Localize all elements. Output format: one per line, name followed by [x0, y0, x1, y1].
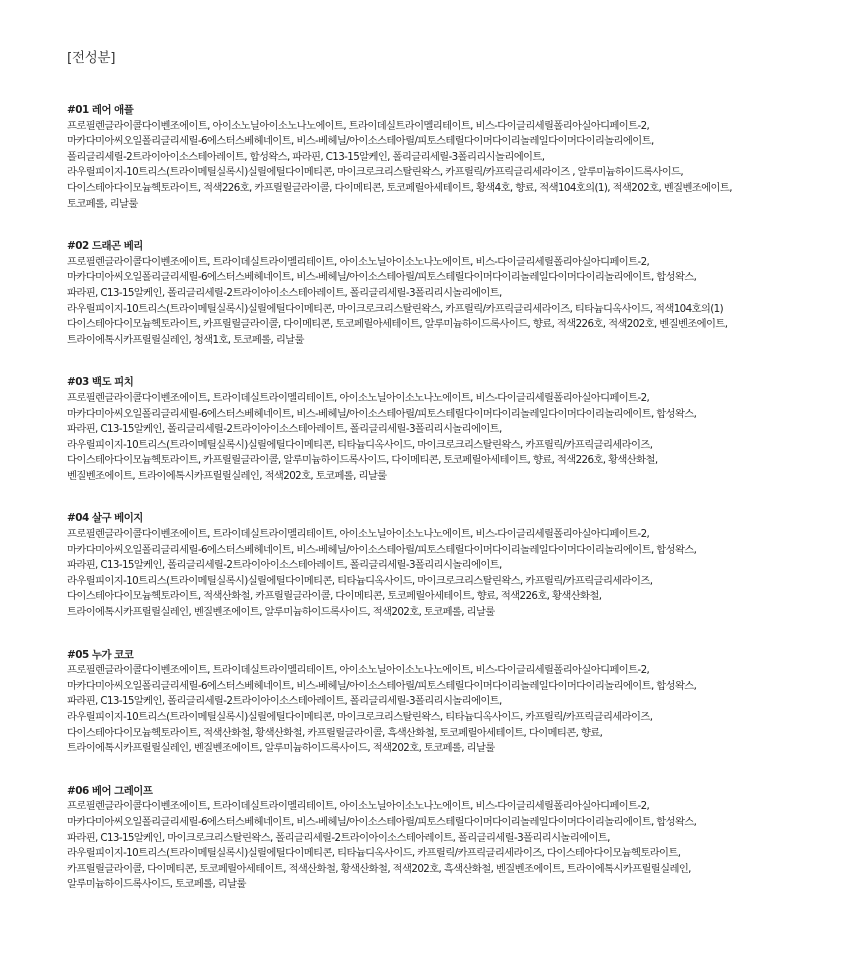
ingredient-line: 마카다미아씨오일폴리글리세릴-6에스터스베헤네이트, 비스-베헤닐/아이소스테아릴/피토스테릴다이머다이리놀레일다이머다이리놀리에이트, 합성왁스,	[67, 679, 697, 692]
ingredient-list	[67, 255, 860, 349]
ingredient-section	[67, 648, 860, 757]
ingredient-line: 라우릴피이지-10트리스(트라이메틸실록시)실릴에틸다이메티콘, 마이크로크리스탈린왁스, 카프릴릭/카프릭글리세라이즈 , 알루미늄하이드록사이드,	[67, 166, 684, 179]
ingredient-section	[67, 103, 860, 212]
ingredient-line: 트라이에톡시카프릴릴실레인, 벤질벤조에이트, 알루미늄하이드록사이드, 적색202호, 토코페롤, 리날룰	[67, 606, 495, 619]
ingredient-section	[67, 239, 860, 348]
section-title: #04 살구 베이지	[67, 512, 143, 525]
ingredient-line: 토코페롤, 리날룰	[67, 197, 138, 210]
ingredient-line: 파라핀, C13-15알케인, 폴리글리세릴-2트라이아이소스테아레이트, 폴리글리세릴-3폴리리시놀리에이트,	[67, 559, 502, 572]
ingredient-section	[67, 375, 860, 484]
ingredient-list	[67, 527, 860, 621]
ingredient-line: 프로필렌글라이콜다이벤조에이트, 트라이데실트라이멜리테이트, 아이소노닐아이소노나노에이트, 비스-다이글리세릴폴리아실아디페이트-2,	[67, 664, 650, 677]
ingredient-line: 마카다미아씨오일폴리글리세릴-6에스터스베헤네이트, 비스-베헤닐/아이소스테아릴/피토스테릴다이머다이리놀레일다이머다이리놀리에이트, 합성왁스,	[67, 815, 697, 828]
ingredient-line: 라우릴피이지-10트리스(트라이메틸실록시)실릴에틸다이메티콘, 티타늄디옥사이드, 마이크로크리스탈린왁스, 카프릴릭/카프릭글리세라이즈,	[67, 438, 653, 451]
ingredient-line: 트라이에톡시카프릴릴실레인, 청색1호, 토코페롤, 리날룰	[67, 333, 304, 346]
section-title: #03 백도 피치	[67, 376, 134, 389]
ingredient-line: 다이스테아다이모늄헥토라이트, 카프릴릴글라이콜, 다이메티콘, 토코페릴아세테이트, 알루미늄하이드록사이드, 향료, 적색226호, 적색202호, 벤질벤조에이트,	[67, 318, 728, 331]
ingredient-line: 라우릴피이지-10트리스(트라이메틸실록시)실릴에틸다이메티콘, 티타늄디옥사이드, 마이크로크리스탈린왁스, 카프릴릭/카프릭글리세라이즈,	[67, 574, 653, 587]
page-heading: [전성분]	[67, 50, 116, 66]
ingredient-line: 카프릴릴글라이콜, 다이메티콘, 토코페릴아세테이트, 적색산화철, 황색산화철, 적색202호, 흑색산화철, 벤질벤조에이트, 트라이에톡시카프릴릴실레인,	[67, 862, 691, 875]
ingredient-line: 벤질벤조에이트, 트라이에톡시카프릴릴실레인, 적색202호, 토코페롤, 리날룰	[67, 469, 387, 482]
ingredient-line: 프로필렌글라이콜다이벤조에이트, 트라이데실트라이멜리테이트, 아이소노닐아이소노나노에이트, 비스-다이글리세릴폴리아실아디페이트-2,	[67, 800, 650, 813]
ingredient-list	[67, 663, 860, 757]
ingredient-list	[67, 391, 860, 485]
ingredient-section	[67, 511, 860, 620]
ingredient-line: 라우릴피이지-10트리스(트라이메틸실록시)실릴에틸다이메티콘, 티타늄디옥사이드, 카프릴릭/카프릭글리세라이즈, 다이스테아다이모늄헥토라이트,	[67, 847, 681, 860]
ingredient-line: 파라핀, C13-15알케인, 마이크로크리스탈린왁스, 폴리글리세릴-2트라이아이소스테아레이트, 폴리글리세릴-3폴리리시놀리에이트,	[67, 831, 610, 844]
ingredient-line: 마카다미아씨오일폴리글리세릴-6에스터스베헤네이트, 비스-베헤닐/아이소스테아릴/피토스테릴다이머다이리놀레일다이머다이리놀리에이트, 합성왁스,	[67, 543, 697, 556]
ingredient-line: 프로필렌글라이콜다이벤조에이트, 트라이데실트라이멜리테이트, 아이소노닐아이소노나노에이트, 비스-다이글리세릴폴리아실아디페이트-2,	[67, 255, 650, 268]
ingredient-line: 다이스테아다이모늄헥토라이트, 적색226호, 카프릴릴글라이콜, 다이메티콘, 토코페릴아세테이트, 황색4호, 향료, 적색104호의(1), 적색202호, 벤질벤조에이트,	[67, 181, 732, 194]
ingredient-line: 라우릴피이지-10트리스(트라이메틸실록시)실릴에틸다이메티콘, 마이크로크리스탈린왁스, 카프릴릭/카프릭글리세라이즈, 티타늄디옥사이드, 적색104호의(1)	[67, 302, 724, 315]
ingredient-line: 라우릴피이지-10트리스(트라이메틸실록시)실릴에틸다이메티콘, 마이크로크리스탈린왁스, 티타늄디옥사이드, 카프릴릭/카프릭글리세라이즈,	[67, 711, 653, 723]
ingredient-line: 프로필렌글라이콜다이벤조에이트, 트라이데실트라이멜리테이트, 아이소노닐아이소노나노에이트, 비스-다이글리세릴폴리아실아디페이트-2,	[67, 528, 650, 541]
ingredient-line: 다이스테아다이모늄헥토라이트, 적색산화철, 카프릴릴글라이콜, 다이메티콘, 토코페릴아세테이트, 향료, 적색226호, 황색산화철,	[67, 590, 602, 603]
ingredient-line: 다이스테아다이모늄헥토라이트, 카프릴릴글라이콜, 알루미늄하이드록사이드, 다이메티콘, 토코페릴아세테이트, 향료, 적색226호, 황색산화철,	[67, 454, 658, 467]
ingredient-line: 파라핀, C13-15알케인, 폴리글리세릴-2트라이아이소스테아레이트, 폴리글리세릴-3폴리리시놀리에이트,	[67, 286, 502, 299]
section-title: #05 누가 코코	[67, 648, 134, 661]
ingredient-list	[67, 799, 860, 893]
ingredient-line: 알루미늄하이드록사이드, 토코페롤, 리날룰	[67, 878, 246, 891]
ingredient-line: 마카다미아씨오일폴리글리세릴-6에스터스베헤네이트, 비스-베헤닐/아이소스테아릴/피토스테릴다이머다이리놀레일다이머다이리놀리에이트,	[67, 135, 654, 148]
ingredient-line: 다이스테아다이모늄헥토라이트, 적색산화철, 황색산화철, 카프릴릴글라이콜, 흑색산화철, 토코페릴아세테이트, 다이메티콘, 향료,	[67, 726, 603, 739]
section-title: #06 베어 그레이프	[67, 784, 153, 797]
ingredient-sections	[67, 103, 860, 893]
ingredient-line: 프로필렌글라이콜다이벤조에이트, 트라이데실트라이멜리테이트, 아이소노닐아이소노나노에이트, 비스-다이글리세릴폴리아실아디페이트-2,	[67, 391, 650, 404]
ingredient-list	[67, 119, 860, 213]
ingredient-line: 트라이에톡시카프릴릴실레인, 벤질벤조에이트, 알루미늄하이드록사이드, 적색202호, 토코페롤, 리날룰	[67, 742, 495, 755]
ingredient-line: 파라핀, C13-15알케인, 폴리글리세릴-2트라이아이소스테아레이트, 폴리글리세릴-3폴리리시놀리에이트,	[67, 695, 502, 708]
section-title: #01 레어 애플	[67, 104, 134, 116]
section-title: #02 드래곤 베리	[67, 240, 143, 253]
ingredient-line: 프로필렌글라이콜다이벤조에이트, 아이소노닐아이소노나노에이트, 트라이데실트라이멜리테이트, 비스-다이글리세릴폴리아실아디페이트-2,	[67, 119, 650, 132]
ingredient-line: 폴리글리세릴-2트라이아이소스테아레이트, 합성왁스, 파라핀, C13-15알케인, 폴리글리세릴-3폴리리시놀리에이트,	[67, 150, 545, 163]
ingredient-section	[67, 784, 860, 893]
ingredient-line: 파라핀, C13-15알케인, 폴리글리세릴-2트라이아이소스테아레이트, 폴리글리세릴-3폴리리시놀리에이트,	[67, 423, 502, 436]
ingredient-line: 마카다미아씨오일폴리글리세릴-6에스터스베헤네이트, 비스-베헤닐/아이소스테아릴/피토스테릴다이머다이리놀레일다이머다이리놀리에이트, 합성왁스,	[67, 271, 697, 284]
ingredient-line: 마카다미아씨오일폴리글리세릴-6에스터스베헤네이트, 비스-베헤닐/아이소스테아릴/피토스테릴다이머다이리놀레일다이머다이리놀리에이트, 합성왁스,	[67, 407, 697, 420]
